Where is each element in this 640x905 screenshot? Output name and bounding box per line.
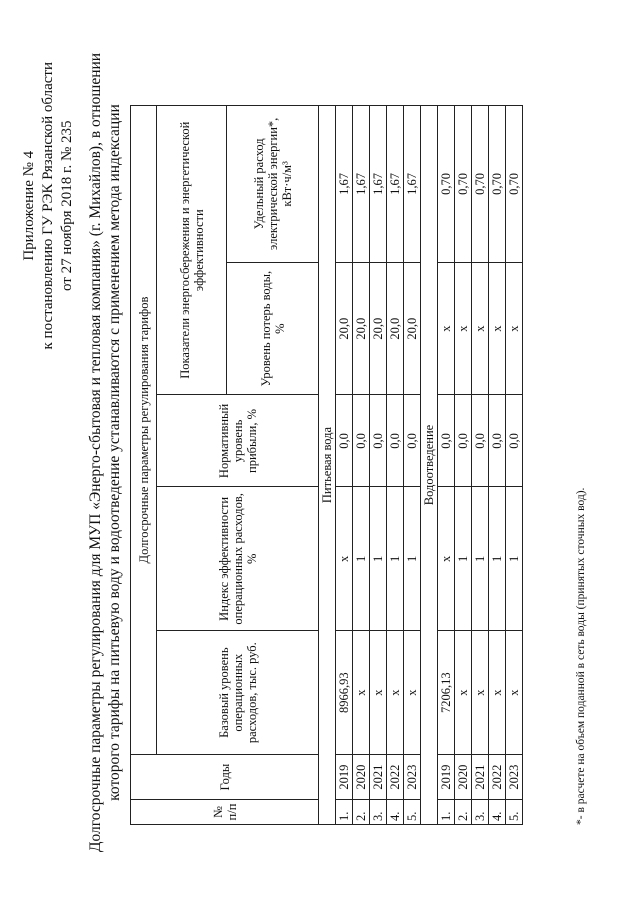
cell-num: 5. (506, 800, 523, 825)
cell-index: 1 (370, 487, 387, 631)
appendix-number: Приложение № 4 (21, 150, 37, 261)
cell-loss: 20,0 (404, 262, 421, 395)
cell-index: 1 (404, 487, 421, 631)
cell-year: 2019 (438, 755, 455, 800)
cell-year: 2019 (336, 755, 353, 800)
table-row (404, 106, 421, 825)
cell-loss: x (489, 262, 506, 395)
col-header-energy-consumption: Удельный расход электрической энергии*, кВт·ч/м³ (227, 106, 319, 263)
cell-year: 2021 (472, 755, 489, 800)
col-header-energy-group: Показатели энергосбережения и энергетической эффективности (157, 106, 227, 395)
table-row (489, 106, 506, 825)
cell-num: 1. (336, 800, 353, 825)
cell-num: 3. (472, 800, 489, 825)
cell-num: 5. (404, 800, 421, 825)
cell-profit: 0,0 (489, 395, 506, 487)
cell-base: x (506, 631, 523, 755)
table-row (472, 106, 489, 825)
col-header-year: Годы (131, 755, 319, 800)
cell-year: 2023 (404, 755, 421, 800)
table-row (438, 106, 455, 825)
cell-year: 2022 (387, 755, 404, 800)
section-title: Питьевая вода (319, 106, 336, 825)
col-header-base-level: Базовый уровень операционных расходов, тыс. руб. (157, 631, 319, 755)
cell-energy: 0,70 (472, 106, 489, 263)
cell-energy: 1,67 (353, 106, 370, 263)
cell-num: 4. (489, 800, 506, 825)
cell-loss: x (506, 262, 523, 395)
table-row (387, 106, 404, 825)
cell-loss: 20,0 (387, 262, 404, 395)
cell-energy: 0,70 (455, 106, 472, 263)
appendix-date: от 27 ноября 2018 г. № 235 (59, 120, 75, 292)
cell-index: 1 (353, 487, 370, 631)
parameters-table (130, 105, 523, 825)
cell-energy: 1,67 (370, 106, 387, 263)
cell-profit: 0,0 (455, 395, 472, 487)
cell-profit: 0,0 (353, 395, 370, 487)
col-header-num: № п/п (131, 800, 319, 825)
cell-profit: 0,0 (472, 395, 489, 487)
document-title (86, 0, 124, 905)
cell-base: x (489, 631, 506, 755)
cell-base: x (404, 631, 421, 755)
table-row (455, 106, 472, 825)
col-header-params-group: Долгосрочные параметры регулирования тарифов (131, 106, 157, 755)
cell-loss: 20,0 (370, 262, 387, 395)
cell-index: 1 (387, 487, 404, 631)
cell-profit: 0,0 (336, 395, 353, 487)
cell-loss: 20,0 (336, 262, 353, 395)
cell-year: 2021 (370, 755, 387, 800)
cell-profit: 0,0 (438, 395, 455, 487)
cell-index: 1 (506, 487, 523, 631)
cell-base: x (472, 631, 489, 755)
cell-year: 2020 (353, 755, 370, 800)
table-row (336, 106, 353, 825)
cell-year: 2020 (455, 755, 472, 800)
cell-base: x (370, 631, 387, 755)
cell-energy: 1,67 (404, 106, 421, 263)
col-header-efficiency-index: Индекс эффективности операционных расходов, % (157, 487, 319, 631)
cell-profit: 0,0 (387, 395, 404, 487)
cell-index: 1 (455, 487, 472, 631)
cell-num: 4. (387, 800, 404, 825)
cell-index: 1 (472, 487, 489, 631)
cell-loss: x (472, 262, 489, 395)
title-line-2: которого тарифы на питьевую воду и водоотведение устанавливаются с применением метода индексации (106, 104, 123, 801)
cell-loss: x (455, 262, 472, 395)
cell-energy: 0,70 (489, 106, 506, 263)
cell-energy: 0,70 (438, 106, 455, 263)
cell-year: 2022 (489, 755, 506, 800)
col-header-profit-level: Нормативный уровень прибыли, % (157, 395, 319, 487)
col-header-loss-level: Уровень потерь воды, % (227, 262, 319, 395)
title-line-1: Долгосрочные параметры регулирования для МУП «Энерго-сбытовая и тепловая компания» (г. Михайлов), в отношении (87, 52, 104, 853)
cell-base: x (353, 631, 370, 755)
appendix-reference: к постановлению ГУ РЭК Рязанской области (40, 62, 56, 350)
cell-loss: x (438, 262, 455, 395)
cell-profit: 0,0 (506, 395, 523, 487)
appendix-header (20, 62, 77, 349)
table-row (506, 106, 523, 825)
cell-profit: 0,0 (370, 395, 387, 487)
section-title: Водоотведение (421, 106, 438, 825)
cell-energy: 1,67 (336, 106, 353, 263)
cell-index: x (438, 487, 455, 631)
footnote: *- в расчете на объем поданной в сеть воды (принятых сточных вод). (575, 487, 587, 825)
cell-energy: 0,70 (506, 106, 523, 263)
cell-num: 1. (438, 800, 455, 825)
cell-base: x (387, 631, 404, 755)
cell-base: 7206,13 (438, 631, 455, 755)
cell-num: 2. (353, 800, 370, 825)
cell-index: x (336, 487, 353, 631)
cell-index: 1 (489, 487, 506, 631)
cell-energy: 1,67 (387, 106, 404, 263)
cell-loss: 20,0 (353, 262, 370, 395)
cell-year: 2023 (506, 755, 523, 800)
table-row (370, 106, 387, 825)
cell-base: x (455, 631, 472, 755)
table-row (353, 106, 370, 825)
cell-num: 2. (455, 800, 472, 825)
cell-base: 8966,93 (336, 631, 353, 755)
cell-profit: 0,0 (404, 395, 421, 487)
cell-num: 3. (370, 800, 387, 825)
